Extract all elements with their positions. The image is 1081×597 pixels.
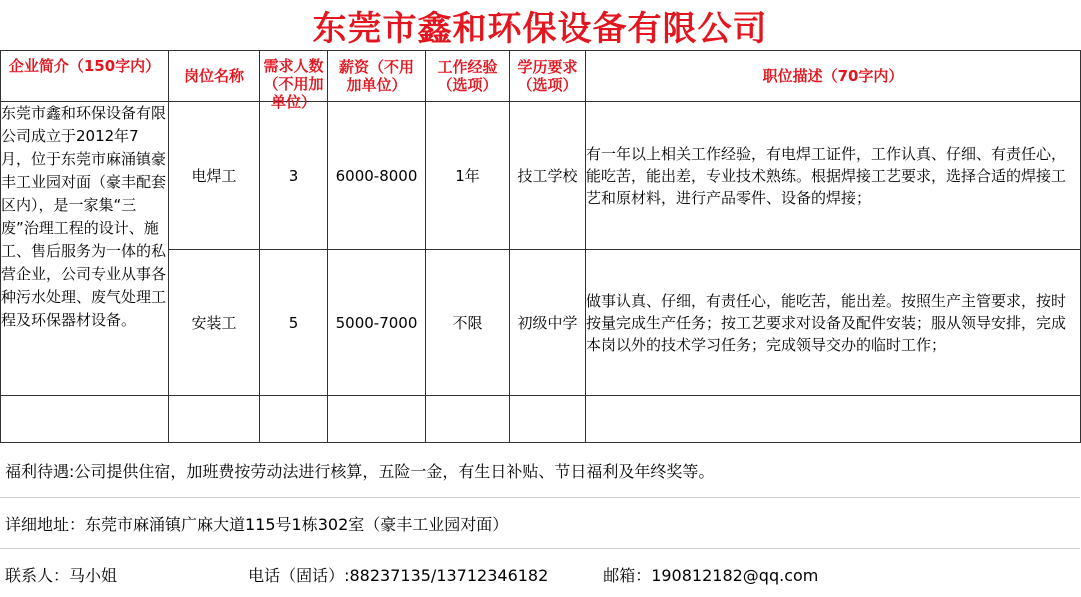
divider (0, 548, 1080, 549)
benefits-text: 福利待遇:公司提供住宿，加班费按劳动法进行核算，五险一金，有生日补贴、节日福利及年终奖等。 (5, 462, 715, 481)
divider (0, 497, 1080, 498)
contact-row (5, 563, 1075, 586)
company-intro: 东莞市鑫和环保设备有限公司成立于2012年7月，位于东莞市麻涌镇豪丰工业园对面（豪丰配套区内），是一家集“三废”治理工程的设计、施工、售后服务为一体的私营企业，公司专业从事各种污水处理、废气处理工程及环保器材设备。 (1, 102, 169, 396)
job-education: 技工学校 (510, 102, 586, 250)
job-position: 电焊工 (169, 102, 260, 250)
empty-cell (586, 396, 1081, 443)
company-title: 东莞市鑫和环保设备有限公司 (0, 0, 1080, 51)
job-description: 有一年以上相关工作经验，有电焊工证件，工作认真、仔细、有责任心，能吃苦，能出差，专业技术熟练。根据焊接工艺要求，选择合适的焊接工艺和原材料，进行产品零件、设备的焊接； (586, 102, 1081, 250)
header-salary: 薪资（不用加单位） (328, 51, 426, 102)
contact-person: 联系人：马小姐 (5, 566, 118, 585)
contact-phone: 电话（固话）:88237135/13712346182 (248, 566, 549, 585)
job-education: 初级中学 (510, 250, 586, 396)
header-education: 学历要求（选项） (510, 51, 586, 102)
table-row (1, 102, 1081, 250)
header-headcount: 需求人数（不用加单位） (260, 51, 328, 102)
jobs-table (0, 50, 1081, 443)
header-experience: 工作经验（选项） (426, 51, 510, 102)
job-experience: 1年 (426, 102, 510, 250)
job-headcount: 5 (260, 250, 328, 396)
job-position: 安装工 (169, 250, 260, 396)
header-description: 职位描述（70字内） (586, 51, 1081, 102)
header-position: 岗位名称 (169, 51, 260, 102)
empty-cell (260, 396, 328, 443)
job-salary: 5000-7000 (328, 250, 426, 396)
contact-email: 邮箱：190812182@qq.com (603, 566, 819, 585)
job-headcount: 3 (260, 102, 328, 250)
job-salary: 6000-8000 (328, 102, 426, 250)
job-experience: 不限 (426, 250, 510, 396)
empty-cell (426, 396, 510, 443)
empty-cell (510, 396, 586, 443)
address-text: 详细地址：东莞市麻涌镇广麻大道115号1栋302室（豪丰工业园对面） (5, 515, 509, 534)
empty-cell (328, 396, 426, 443)
table-header-row (1, 51, 1081, 102)
empty-row (1, 396, 1081, 443)
header-company: 企业简介（150字内） (1, 51, 169, 102)
job-description: 做事认真、仔细，有责任心，能吃苦，能出差。按照生产主管要求，按时按量完成生产任务；按工艺要求对设备及配件安装；服从领导安排，完成本岗以外的技术学习任务；完成领导交办的临时工作； (586, 250, 1081, 396)
empty-cell (1, 396, 169, 443)
empty-cell (169, 396, 260, 443)
